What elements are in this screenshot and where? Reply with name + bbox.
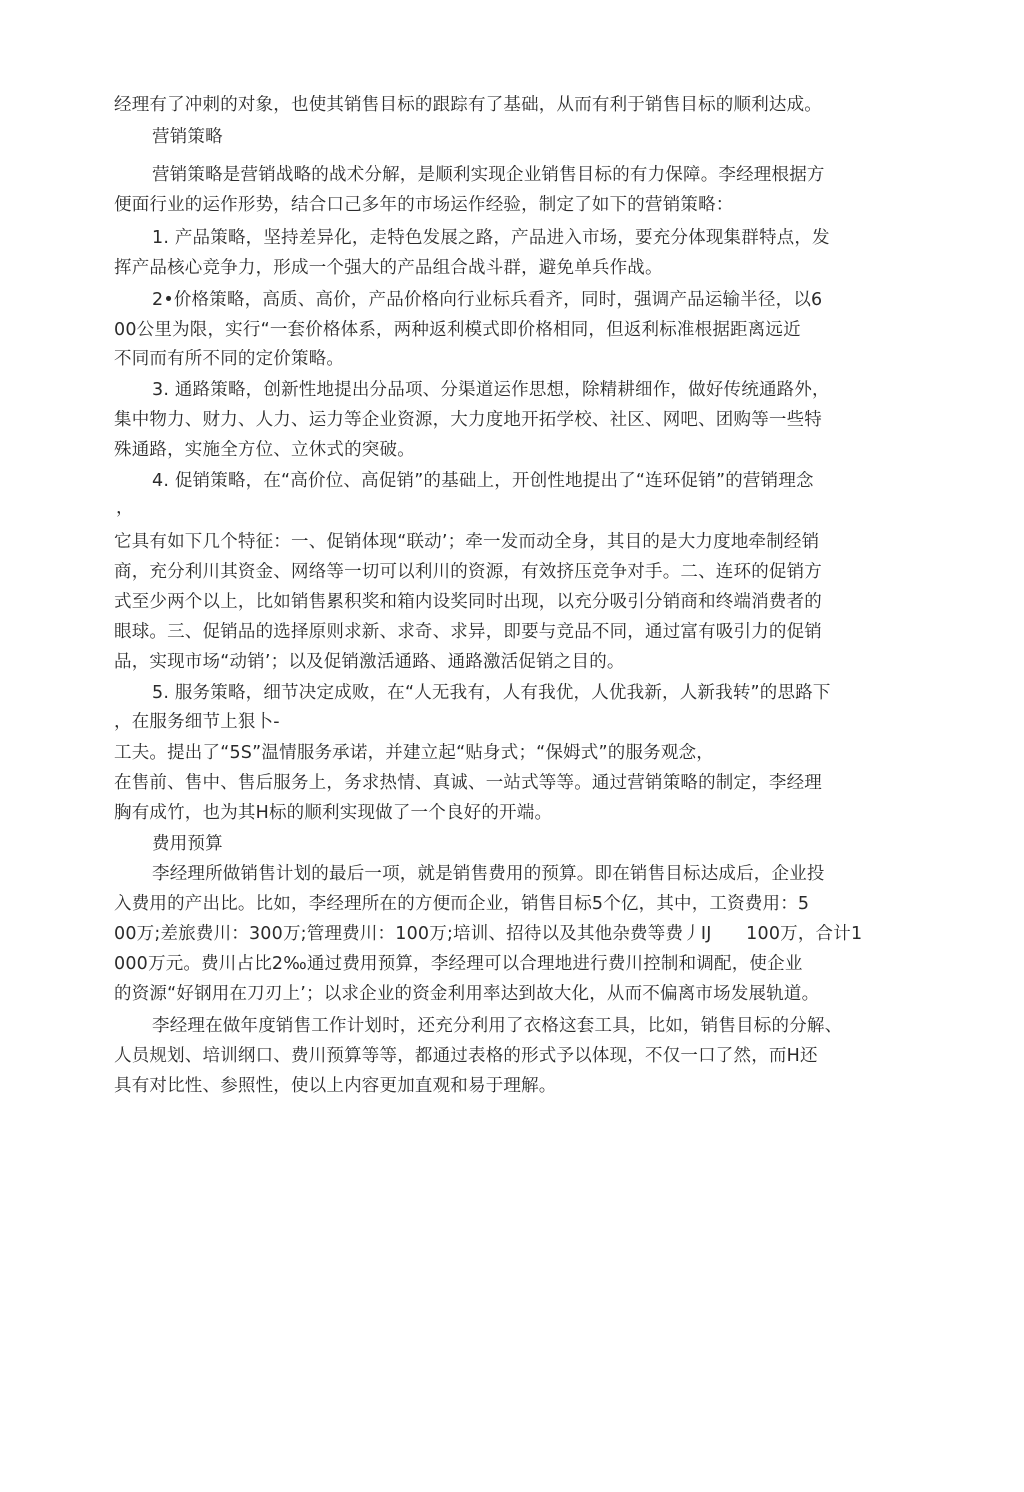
text-line: 品，实现市场“动销’；以及促销激活通路、通路激活促销之目的。 — [114, 652, 625, 672]
text-line: 工夫。提出了“5S”温情服务承诺，并建立起“贴身式；“保姆式”的服务观念， — [114, 743, 714, 763]
text-line: 3. 通路策略，创新性地提出分品项、分渠道运作思想，除精耕细作，做好传统通路外， — [152, 380, 830, 400]
text-line: 胸有成竹，也为其H标的顺利实现做了一个良好的开端。 — [114, 803, 553, 823]
text-line: 人员规划、培训纲口、费川预算等等，都通过表格的形式予以体现，不仅一口了然，而H还 — [114, 1046, 818, 1066]
text-line: 集中物力、财力、人力、运力等企业资源，大力度地开拓学校、社区、网吧、团购等一些特 — [114, 410, 822, 430]
text-line: 式至少两个以上，比如销售累积奖和箱内设奖同时出现，以充分吸引分销商和终端消费者的 — [114, 592, 822, 612]
text-line: 的资源“好钢用在刀刃上’；以求企业的资金利用率达到故大化，从而不偏离市场发展轨道。 — [114, 984, 820, 1004]
text-line: 00公里为限，实行“一套价格体系，两种返利模式即价格相同，但返利标准根据距离远近 — [114, 320, 801, 340]
text-line: 1. 产品策略，坚持差异化，走特色发展之路，产品进入市场，要充分体现集群特点，发 — [152, 228, 830, 248]
text-line: 便面行业的运作形势，结合口己多年的市场运作经验，制定了如下的营销策略： — [114, 195, 734, 215]
text-line: 商，充分利川其资金、网络等一切可以利川的资源，有效挤压竞争对手。二、连环的促销方 — [114, 562, 822, 582]
text-line: 李经理所做销售计划的最后一项，就是销售费用的预算。即在销售目标达成后，企业投 — [152, 864, 825, 884]
text-line: 眼球。三、促销品的选择原则求新、求奇、求异，即要与竞品不同，通过富有吸引力的促销 — [114, 622, 822, 642]
section-heading-marketing-strategy: 营销策略 — [152, 127, 223, 147]
text-line: 不同而有所不同的定价策略。 — [114, 349, 345, 369]
text-line: 4. 促销策略，在“高价位、高促销”的基础上，开创性地提出了“连环促销”的营销理念 — [152, 471, 814, 491]
text-line: 挥产品核心竞争力，形成一个强大的产品组合战斗群，避免单兵作战。 — [114, 258, 663, 278]
text-line: 殊通路，实施全方位、立休式的突破。 — [114, 440, 415, 460]
text-line: ， — [116, 498, 134, 518]
text-line: 000万元。费川占比2‰通过费用预算，李经理可以合理地进行费川控制和调配，使企业 — [114, 954, 803, 974]
text-line: 经理有了冲刺的对象，也使其销售目标的跟踪有了基础，从而有利于销售目标的顺利达成。 — [114, 95, 822, 115]
text-line: 具有对比性、参照性，使以上内容更加直观和易于理解。 — [114, 1076, 557, 1096]
text-line: 李经理在做年度销售工作计划时，还充分利用了衣格这套工具，比如，销售目标的分解、 — [152, 1016, 843, 1036]
text-line: 它具有如下几个特征：一、促销体现“联动’；牵一发而动全身，其目的是大力度地牵制经销 — [114, 532, 820, 552]
text-line: 5. 服务策略，细节决定成败，在“人无我有，人有我优，人优我新，人新我转”的思路下 — [152, 683, 831, 703]
text-line: ，在服务细节上狠卜- — [114, 712, 280, 732]
text-line: 2•价格策略，高质、高价，产品价格向行业标兵看齐，同时，强调产品运输半径，以6 — [152, 290, 823, 310]
text-line: 00万;差旅费川：300万;管理费川：100万;培训、招待以及其他杂费等费丿IJ 100万，合计1 — [114, 924, 863, 944]
text-line: 营销策略是营销战略的战术分解，是顺利实现企业销售目标的有力保障。李经理根据方 — [152, 165, 825, 185]
section-heading-budget: 费用预算 — [152, 834, 223, 854]
text-line: 入费用的产出比。比如，李经理所在的方便而企业，销售目标5个亿，其中，工资费用：5 — [114, 894, 810, 914]
text-line: 在售前、售中、售后服务上，务求热情、真诚、一站式等等。通过营销策略的制定，李经理 — [114, 773, 822, 793]
